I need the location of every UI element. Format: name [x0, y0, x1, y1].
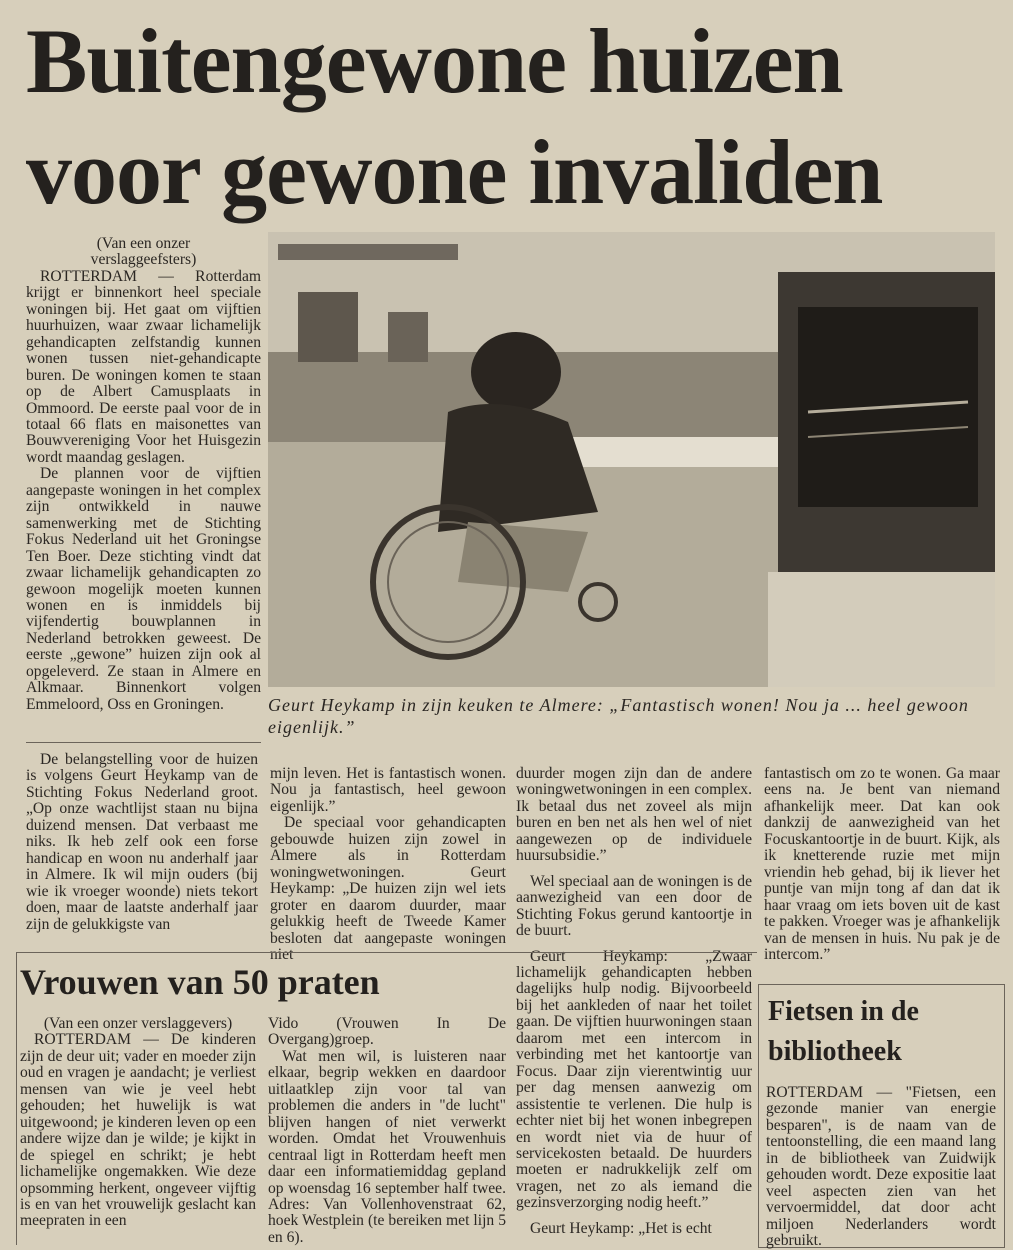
headline: [26, 6, 1006, 228]
divider: [26, 742, 261, 743]
article2-column-1: [20, 1016, 256, 1230]
paragraph: mijn leven. Het is fantastisch wonen. Nou ja fantastisch, heel gewoon eigenlijk.”: [270, 765, 506, 815]
paragraph: ROTTERDAM — Rotterdam krijgt er binnenkort heel speciale woningen bij. Het gaat om vijftien huurhuizen, waar zwaar lichamelijk gehandicapten zelfstandig kunnen wonen tussen niet-gehandicapte buren. De woningen komen te staan op de Albert Camusplaats in Ommoord. De eerste paal voor de in totaal 66 flats en maisonettes van Bouwvereniging Voor het Huisgezin wordt maandag geslagen.: [26, 267, 261, 466]
byline: verslaggeefsters): [90, 251, 197, 269]
article3-title-line-1: Fietsen in de: [768, 996, 919, 1027]
article1-column-2: [270, 766, 506, 963]
paragraph: fantastisch om zo te wonen. Ga maar eens na. Je bent van niemand afhankelijk meer. Dat kan ook dankzij de aanwezigheid van het Focuskantoortje in de buurt. Kijk, als ik knetterende ruzie met mijn vriendin heb gehad, bij ik liever het puntje van mijn tong af dan dat ik haar vraag om iets boven uit de kast te pakken. Vroeger was je afhankelijk van de mensen in huis. Nu pak je de intercom.”: [764, 765, 1000, 963]
article3-title-line-2: bibliotheek: [768, 1036, 902, 1067]
paragraph: Wel speciaal aan de woningen is de aanwezigheid van een door de Stichting Fokus gerund kantoortje in de buurt.: [516, 872, 752, 940]
byline: (Van een onzer: [96, 235, 191, 252]
paragraph: De belangstelling voor de huizen is volgens Geurt Heykamp van de Stichting Fokus Nederland groot. „Op onze wachtlijst staan nu bijna duizend mensen. Dat verbaast me niks. Ik heb zelf ook een forse handicap en woon nu anderhalf jaar in Almere. Ik wil mijn ouders (bij wie ik vroeger woonde) niets tekort doen, maar de laatste anderhalf jaar zijn de gelukkigste van: [26, 751, 258, 933]
article3-title: [768, 992, 919, 1072]
photo-caption: Geurt Heykamp in zijn keuken te Almere: „Fantastisch wonen! Nou ja ... heel gewoon eigenlijk.”: [268, 695, 969, 737]
article1-column-4: [764, 766, 1000, 963]
article2-title: Vrouwen van 50 praten: [20, 962, 380, 1002]
paragraph: Wat men wil, is luisteren naar elkaar, begrip wekken en daardoor uitlaatklep zijn voor tal van problemen die anders in "de lucht" blijven hangen of niet verwerkt worden. Omdat het Vrouwenhuis centraal ligt in Rotterdam heeft men daar een informatiemiddag gepland op woensdag 16 september half twee. Adres: Van Vollenhovenstraat 62, hoek Westplein (te bereiken met lijn 5 en 6).: [268, 1047, 506, 1246]
byline: (Van een onzer verslaggevers): [43, 1015, 233, 1032]
paragraph: Geurt Heykamp: „Zwaar lichamelijk gehandicapten hebben dagelijks hulp nodig. Bijvoorbeeld bij het aankleden of naar het toilet gaan. De vijftien huurwoningen staan daarom met een intercom in verbinding met het kantoortje van Focus. Daar zijn vierentwintig uur per dag mensen aanwezig om assistentie te verlenen. Die hulp is echter niet bij het wonen inbegrepen en wordt niet via de huur of servicekosten betaald. De huurders moeten er nadrukkelijk zelf om vragen, net zo als iemand die gezinsverzorging nodig heeft.”: [516, 947, 752, 1212]
paragraph: duurder mogen zijn dan de andere woningwetwoningen in een complex. Ik betaal dus net zoveel als mijn buren en ben net als hen wel of niet aangewezen op de individuele huursubsidie.”: [516, 765, 752, 865]
paragraph: Geurt Heykamp: „Het is echt: [530, 1219, 712, 1237]
headline-line-2: voor gewone invaliden: [26, 121, 883, 223]
article3-body: [766, 1085, 996, 1250]
paragraph: De plannen voor de vijftien aangepaste woningen in het complex zijn ontwikkeld in nauwe samenwerking met de Stichting Fokus Nederland uit het Groningse Ten Boer. Deze stichting vindt dat zwaar lichamelijk gehandicapten zo gewoon mogelijk moeten kunnen wonen en is inmiddels bij vijfendertig bouwplannen in Nederland betrokken geweest. De eerste „gewone” huizen zijn ook al opgeleverd. Ze staan in Almere en Alkmaar. Binnenkort volgen Emmeloord, Oss en Groningen.: [26, 465, 261, 713]
article1-column-1-top: [26, 236, 261, 713]
headline-line-1: Buitengewone huizen: [26, 10, 843, 112]
kitchen-photo: [268, 232, 995, 687]
photo-illustration: [268, 232, 995, 687]
paragraph: Vido (Vrouwen In De Overgang)groep.: [268, 1015, 506, 1049]
paragraph: ROTTERDAM — De kinderen zijn de deur uit; vader en moeder zijn oud en vragen je aandacht; je verliest mensen van wie je veel hebt gehouden; het huwelijk is wat uitgewoond; je kinderen leven op een andere wijze dan je wilde; je kijkt in de spiegel en schrikt; je hebt lichamelijke ongemakken. Wie deze opsomming herkent, ongeveer vijftig is en van het vrouwelijk geslacht kan meepraten in een: [20, 1031, 256, 1230]
paragraph: De speciaal voor gehandicapten gebouwde huizen zijn zowel in Almere als in Rotterdam woningwetwoningen. Geurt Heykamp: „De huizen zijn wel iets groter en daarom duurder, maar gelukkig heeft de Tweede Kamer besloten dat aangepaste woningen niet: [270, 814, 506, 963]
article2-column-2: [268, 1016, 506, 1246]
article1-column-1-bottom: [26, 752, 258, 933]
paragraph: ROTTERDAM — "Fietsen, een gezonde manier van energie besparen", is de naam van de tentoonstelling, die een maand lang in de bibliotheek van Zuidwijk gehouden wordt. Deze expositie laat veel aspecten zien van het vervoermiddel, dat door acht miljoen Nederlanders wordt gebruikt.: [766, 1084, 996, 1250]
